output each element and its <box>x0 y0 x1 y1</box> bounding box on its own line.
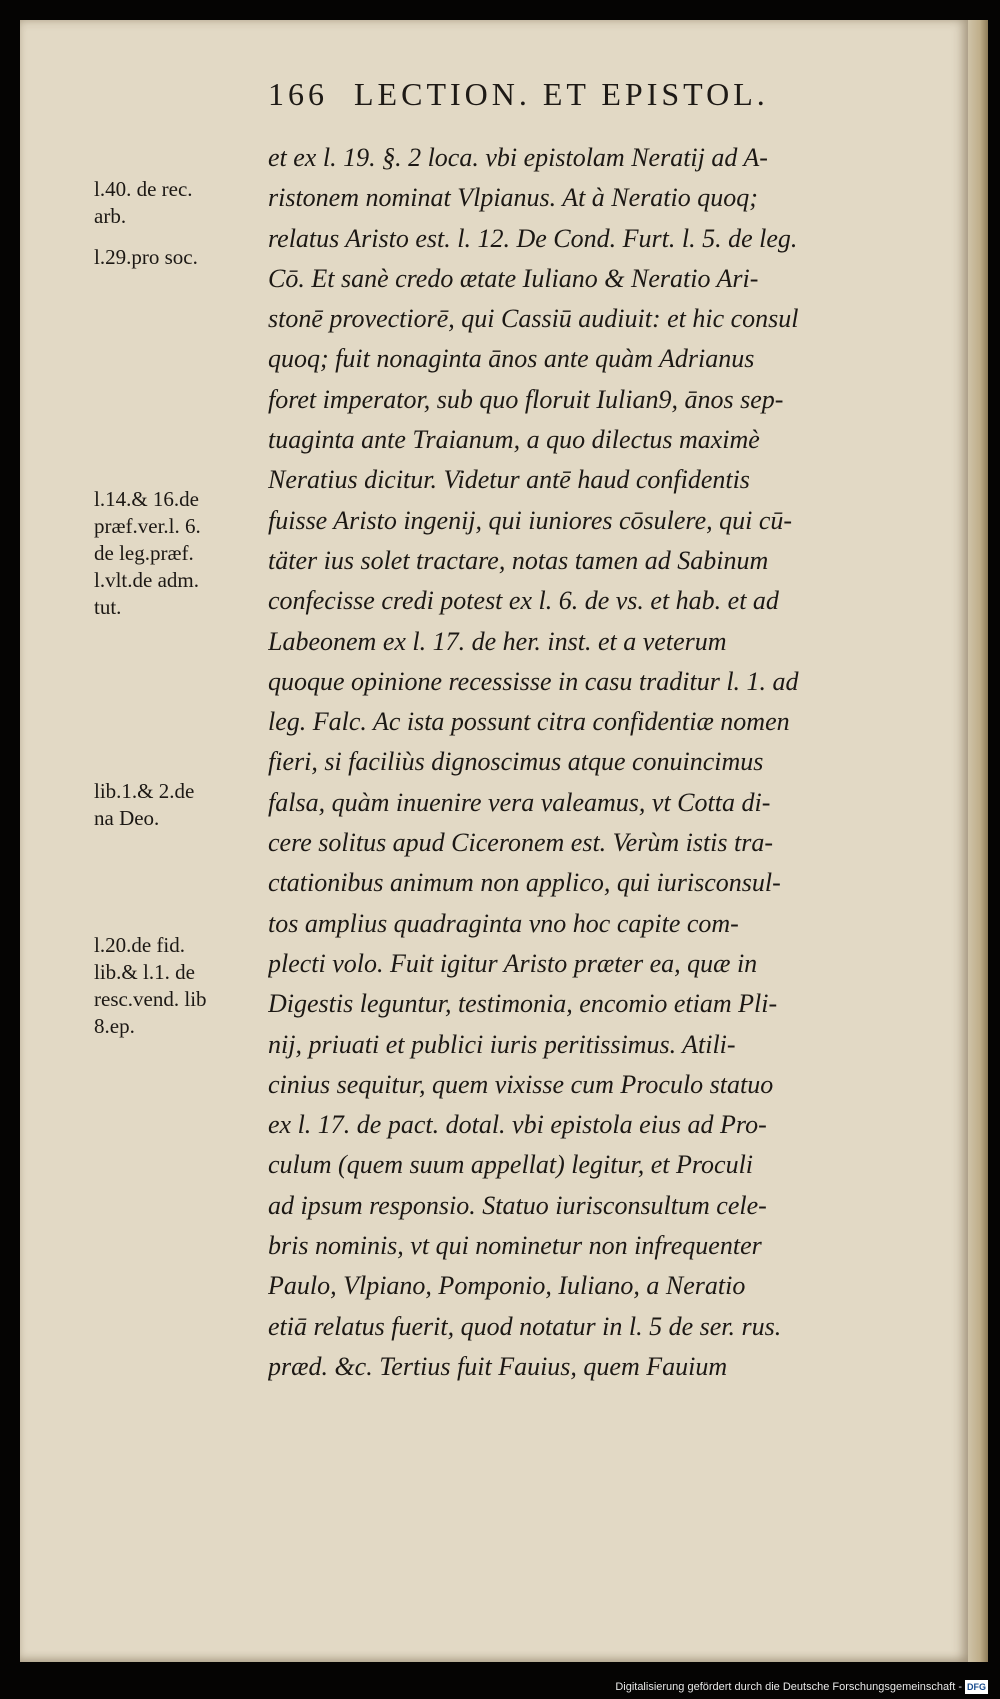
text-line: Cō. Et sanè credo ætate Iuliano & Neratio Ari- <box>268 263 759 293</box>
text-line: bris nominis, vt qui nominetur non infrequenter <box>268 1231 762 1261</box>
text-line: fuisse Aristo ingenij, qui iuniores cōsulere, qui cū- <box>268 505 793 535</box>
margin-note-1 <box>94 176 264 230</box>
text-line: stonē provectiorē, qui Cassiū audiuit: et hic consul <box>268 304 799 334</box>
text-line: falsa, quàm inuenire vera valeamus, vt Cotta di- <box>268 787 771 817</box>
text-line: etiā relatus fuerit, quod notatur in l. 5 de ser. rus. <box>268 1311 782 1341</box>
margin-note-4 <box>94 778 264 832</box>
text-line: cere solitus apud Ciceronem est. Verùm istis tra- <box>268 828 774 858</box>
text-line: tuaginta ante Traianum, a quo dilectus maximè <box>268 425 760 455</box>
text-line: täter ius solet tractare, notas tamen ad Sabinum <box>268 545 769 575</box>
running-title: LECTION. ET EPISTOL. <box>354 76 769 112</box>
text-line: Labeonem ex l. 17. de her. inst. et a veterum <box>268 626 727 656</box>
margin-note-line: 8.ep. <box>94 1014 135 1038</box>
text-line: ristonem nominat Vlpianus. At à Neratio quoq; <box>268 183 758 213</box>
margin-note-line: lib.& l.1. de <box>94 960 195 984</box>
margin-note-3 <box>94 486 264 621</box>
text-line: fieri, si faciliùs dignoscimus atque conuincimus <box>268 747 764 777</box>
text-line: tos amplius quadraginta vno hoc capite com- <box>268 908 739 938</box>
margin-note-line: l.40. de rec. <box>94 177 193 201</box>
text-line: præd. &c. Tertius fuit Fauius, quem Fauium <box>268 1351 728 1381</box>
page-number: 166 <box>268 76 328 112</box>
margin-note-line: l.14.& 16.de <box>94 487 199 511</box>
margin-note-line: na Deo. <box>94 806 160 830</box>
margin-note-line: arb. <box>94 204 127 228</box>
text-line: culum (quem suum appellat) legitur, et Proculi <box>268 1150 754 1180</box>
text-line: ex l. 17. de pact. dotal. vbi epistola eius ad Pro- <box>268 1110 767 1140</box>
text-line: Neratius dicitur. Videtur antē haud confidentis <box>268 465 750 495</box>
running-head <box>268 76 928 113</box>
margin-note-2 <box>94 244 264 271</box>
margin-note-line: resc.vend. lib <box>94 987 207 1011</box>
margin-note-line: l.20.de fid. <box>94 933 185 957</box>
body-text <box>268 138 942 1387</box>
text-line: nij, priuati et publici iuris peritissimus. Atili- <box>268 1029 736 1059</box>
margin-note-line: de leg.præf. <box>94 541 194 565</box>
text-line: ad ipsum responsio. Statuo iurisconsultum cele- <box>268 1190 767 1220</box>
margin-note-5 <box>94 932 264 1040</box>
margin-note-line: lib.1.& 2.de <box>94 779 195 803</box>
text-line: quoq; fuit nonaginta ānos ante quàm Adrianus <box>268 344 755 374</box>
text-line: quoque opinione recessisse in casu traditur l. 1. ad <box>268 666 799 696</box>
credit-text: Digitalisierung gefördert durch die Deutsche Forschungsgemeinschaft - <box>615 1681 962 1693</box>
text-line: leg. Falc. Ac ista possunt citra confidentiæ nomen <box>268 707 790 737</box>
text-line: cinius sequitur, quem vixisse cum Proculo statuo <box>268 1069 774 1099</box>
margin-note-line: præf.ver.l. 6. <box>94 514 201 538</box>
margin-note-line: l.29.pro soc. <box>94 245 198 269</box>
text-line: relatus Aristo est. l. 12. De Cond. Furt. l. 5. de leg. <box>268 223 798 253</box>
text-line: plecti volo. Fuit igitur Aristo præter ea, quæ in <box>268 948 758 978</box>
text-line: foret imperator, sub quo floruit Iulian9, ānos sep- <box>268 384 784 414</box>
text-line: Digestis leguntur, testimonia, encomio etiam Pli- <box>268 989 778 1019</box>
margin-note-line: tut. <box>94 595 122 619</box>
text-line: et ex l. 19. §. 2 loca. vbi epistolam Neratij ad A- <box>268 143 768 172</box>
text-line: confecisse credi potest ex l. 6. de vs. et hab. et ad <box>268 586 779 616</box>
page-edge <box>968 20 988 1662</box>
text-line: ctationibus animum non applico, qui iurisconsul- <box>268 868 781 898</box>
dfg-logo-icon: DFG <box>967 1682 986 1693</box>
text-line: Paulo, Vlpiano, Pomponio, Iuliano, a Neratio <box>268 1271 746 1301</box>
digitization-credit <box>615 1680 988 1694</box>
margin-note-line: l.vlt.de adm. <box>94 568 199 592</box>
